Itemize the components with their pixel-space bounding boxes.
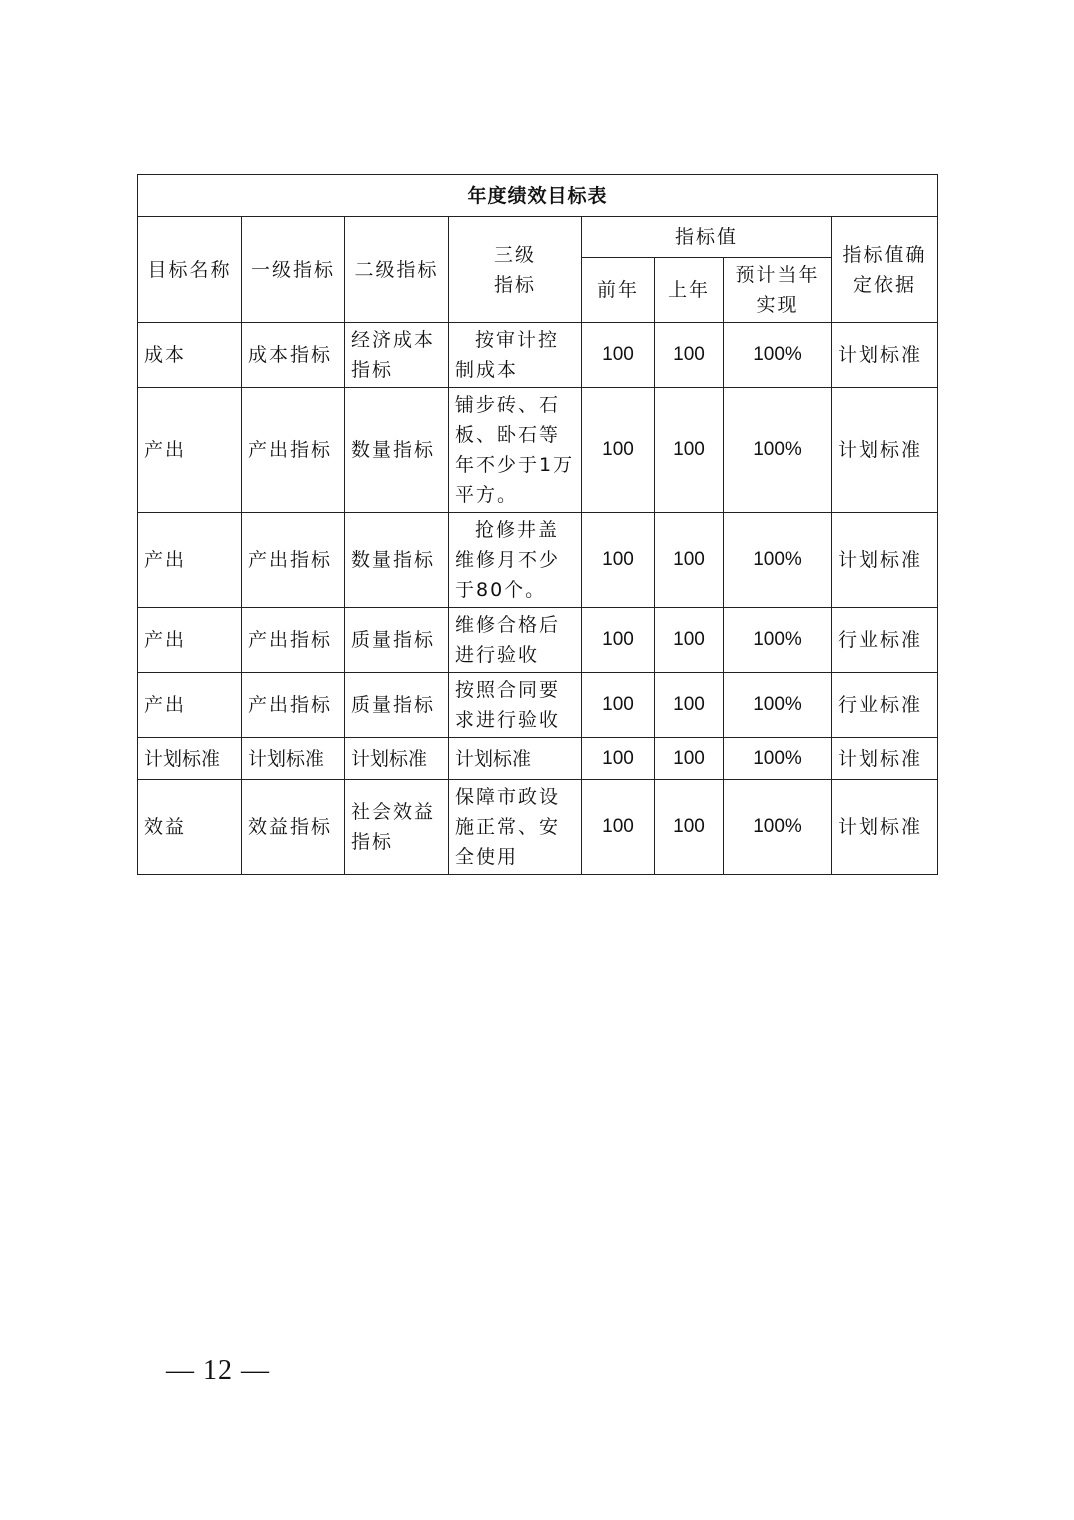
- cell-expected: 100%: [724, 738, 832, 780]
- cell-basis: 计划标准: [832, 388, 938, 513]
- cell-target-name: 计划标准: [138, 738, 242, 780]
- cell-prev-year: 100: [582, 673, 655, 738]
- cell-basis: 计划标准: [832, 513, 938, 608]
- header-prev-year: 前年: [582, 258, 655, 323]
- cell-basis: 计划标准: [832, 780, 938, 875]
- cell-level1: 产出指标: [242, 673, 345, 738]
- cell-level1: 效益指标: [242, 780, 345, 875]
- cell-prev-year: 100: [582, 388, 655, 513]
- cell-level2: 数量指标: [345, 513, 449, 608]
- cell-level2: 计划标准: [345, 738, 449, 780]
- header-row-1: [138, 217, 938, 258]
- cell-level3: 按审计控制成本: [449, 323, 582, 388]
- table-row: [138, 673, 938, 738]
- table-row: [138, 738, 938, 780]
- cell-target-name: 产出: [138, 513, 242, 608]
- cell-level3: 计划标准: [449, 738, 582, 780]
- cell-level3: 保障市政设施正常、安全使用: [449, 780, 582, 875]
- cell-basis: 行业标准: [832, 673, 938, 738]
- cell-prev-year: 100: [582, 780, 655, 875]
- table-row: [138, 608, 938, 673]
- cell-target-name: 产出: [138, 388, 242, 513]
- cell-level2: 质量指标: [345, 608, 449, 673]
- cell-target-name: 效益: [138, 780, 242, 875]
- cell-expected: 100%: [724, 323, 832, 388]
- cell-target-name: 产出: [138, 673, 242, 738]
- cell-last-year: 100: [655, 608, 724, 673]
- performance-target-table: [137, 174, 938, 875]
- header-last-year: 上年: [655, 258, 724, 323]
- table-row: [138, 323, 938, 388]
- cell-level1: 成本指标: [242, 323, 345, 388]
- cell-last-year: 100: [655, 513, 724, 608]
- cell-expected: 100%: [724, 388, 832, 513]
- cell-level3: 抢修井盖维修月不少于80个。: [449, 513, 582, 608]
- table-title: 年度绩效目标表: [138, 175, 938, 217]
- cell-level1: 产出指标: [242, 608, 345, 673]
- header-indicator-value: 指标值: [582, 217, 832, 258]
- table-title-row: [138, 175, 938, 217]
- header-basis: 指标值确定依据: [832, 217, 938, 323]
- table-row: [138, 513, 938, 608]
- page-number: — 12 —: [166, 1355, 270, 1386]
- header-level3: 三级 指标: [449, 217, 582, 323]
- cell-last-year: 100: [655, 388, 724, 513]
- cell-basis: 行业标准: [832, 608, 938, 673]
- cell-level2: 数量指标: [345, 388, 449, 513]
- cell-basis: 计划标准: [832, 738, 938, 780]
- cell-last-year: 100: [655, 673, 724, 738]
- cell-expected: 100%: [724, 780, 832, 875]
- cell-expected: 100%: [724, 608, 832, 673]
- cell-level1: 产出指标: [242, 388, 345, 513]
- cell-level1: 产出指标: [242, 513, 345, 608]
- cell-expected: 100%: [724, 513, 832, 608]
- cell-level1: 计划标准: [242, 738, 345, 780]
- cell-prev-year: 100: [582, 608, 655, 673]
- cell-level3: 维修合格后进行验收: [449, 608, 582, 673]
- cell-level2: 经济成本指标: [345, 323, 449, 388]
- cell-target-name: 产出: [138, 608, 242, 673]
- cell-target-name: 成本: [138, 323, 242, 388]
- cell-basis: 计划标准: [832, 323, 938, 388]
- table-row: [138, 388, 938, 513]
- header-level2: 二级指标: [345, 217, 449, 323]
- cell-prev-year: 100: [582, 738, 655, 780]
- cell-expected: 100%: [724, 673, 832, 738]
- cell-level3: 按照合同要求进行验收: [449, 673, 582, 738]
- cell-prev-year: 100: [582, 323, 655, 388]
- header-expected: 预计当年实现: [724, 258, 832, 323]
- header-target-name: 目标名称: [138, 217, 242, 323]
- header-level1: 一级指标: [242, 217, 345, 323]
- cell-level3: 铺步砖、石板、卧石等年不少于1万平方。: [449, 388, 582, 513]
- cell-last-year: 100: [655, 780, 724, 875]
- cell-level2: 社会效益指标: [345, 780, 449, 875]
- cell-last-year: 100: [655, 738, 724, 780]
- cell-prev-year: 100: [582, 513, 655, 608]
- cell-last-year: 100: [655, 323, 724, 388]
- table-row: [138, 780, 938, 875]
- cell-level2: 质量指标: [345, 673, 449, 738]
